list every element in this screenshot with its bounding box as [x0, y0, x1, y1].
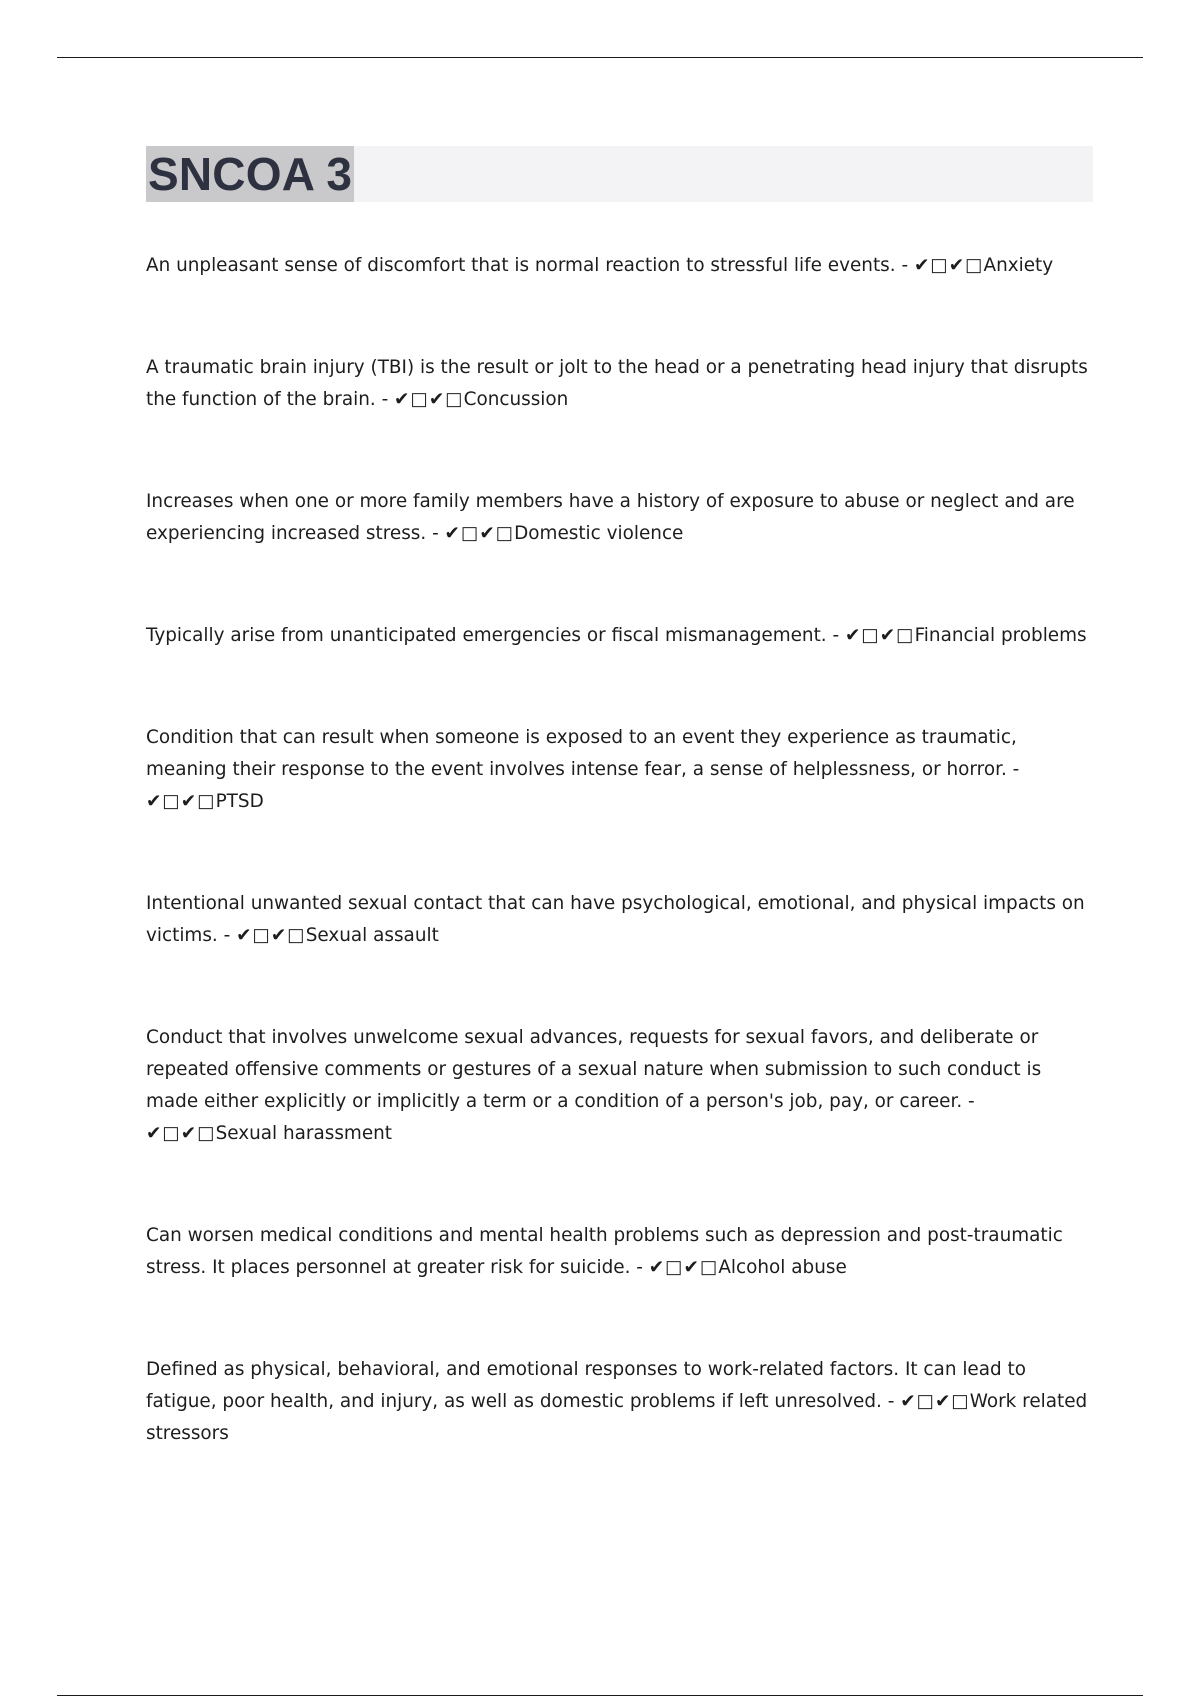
question-text: Increases when one or more family members have a history of exposure to abuse or neglect and are experiencing increased stress.: [146, 491, 1075, 544]
separator: -: [630, 1257, 649, 1278]
flashcard-item: [146, 1220, 1096, 1284]
question-text: A traumatic brain injury (TBI) is the result or jolt to the head or a penetrating head injury that disrupts the function of the brain.: [146, 357, 1088, 410]
question-text: Condition that can result when someone is exposed to an event they experience as traumatic, meaning their response to the event involves intense fear, a sense of helplessness, or horror.: [146, 727, 1017, 780]
flashcard-item: [146, 722, 1096, 818]
question-text: Defined as physical, behavioral, and emotional responses to work-related factors. It can lead to fatigue, poor health, and injury, as well as domestic problems if left unresolved.: [146, 1359, 1026, 1412]
answer-text: Domestic violence: [514, 523, 684, 544]
question-text: Typically arise from unanticipated emergencies or fiscal mismanagement.: [146, 625, 827, 646]
answer-text: Anxiety: [983, 255, 1054, 276]
separator: -: [881, 1391, 901, 1412]
answer-text: Alcohol abuse: [718, 1257, 847, 1278]
flashcard-item: [146, 620, 1096, 652]
separator: -: [962, 1091, 975, 1112]
flashcard-list: [146, 250, 1096, 1520]
flashcard-item: [146, 250, 1096, 282]
flashcard-item: [146, 888, 1096, 952]
separator: -: [895, 255, 914, 276]
checkmark-icon: ✔□✔□: [844, 625, 915, 646]
checkmark-icon: ✔□✔□: [394, 389, 464, 410]
checkmark-icon: ✔□✔□: [900, 1391, 970, 1412]
flashcard-item: [146, 1022, 1096, 1150]
answer-text: Sexual assault: [305, 925, 439, 946]
answer-text: Sexual harassment: [215, 1123, 393, 1144]
flashcard-item: [146, 1354, 1096, 1450]
separator: -: [826, 625, 845, 646]
header-rule: [57, 57, 1143, 58]
answer-text: PTSD: [215, 791, 264, 812]
question-text: Conduct that involves unwelcome sexual advances, requests for sexual favors, and deliberate or repeated offensive comments or gestures of a sexual nature when submission to such conduct is made either explicitly or implicitly a term or a condition of a person's job, pay, or career.: [146, 1027, 1042, 1112]
answer-text: Financial problems: [914, 625, 1087, 646]
checkmark-icon: ✔□✔□: [444, 523, 515, 544]
flashcard-item: [146, 486, 1096, 550]
question-text: An unpleasant sense of discomfort that is normal reaction to stressful life events.: [146, 255, 896, 276]
answer-text: Work related stressors: [146, 1391, 1088, 1444]
footer-rule: [57, 1695, 1143, 1696]
checkmark-icon: ✔□✔□: [648, 1257, 719, 1278]
checkmark-icon: ✔□✔□: [913, 255, 984, 276]
separator: -: [426, 523, 445, 544]
flashcard-item: [146, 352, 1096, 416]
separator: -: [375, 389, 395, 410]
answer-text: Concussion: [463, 389, 569, 410]
separator: -: [217, 925, 237, 946]
checkmark-icon: ✔□✔□: [146, 791, 216, 812]
question-text: Can worsen medical conditions and mental health problems such as depression and post-traumatic stress. It places personnel at greater risk for suicide.: [146, 1225, 1063, 1278]
page-title: SNCOA 3: [148, 148, 353, 200]
separator: -: [1006, 759, 1020, 780]
checkmark-icon: ✔□✔□: [146, 1123, 216, 1144]
question-text: Intentional unwanted sexual contact that can have psychological, emotional, and physical impacts on victims.: [146, 893, 1085, 946]
checkmark-icon: ✔□✔□: [236, 925, 306, 946]
